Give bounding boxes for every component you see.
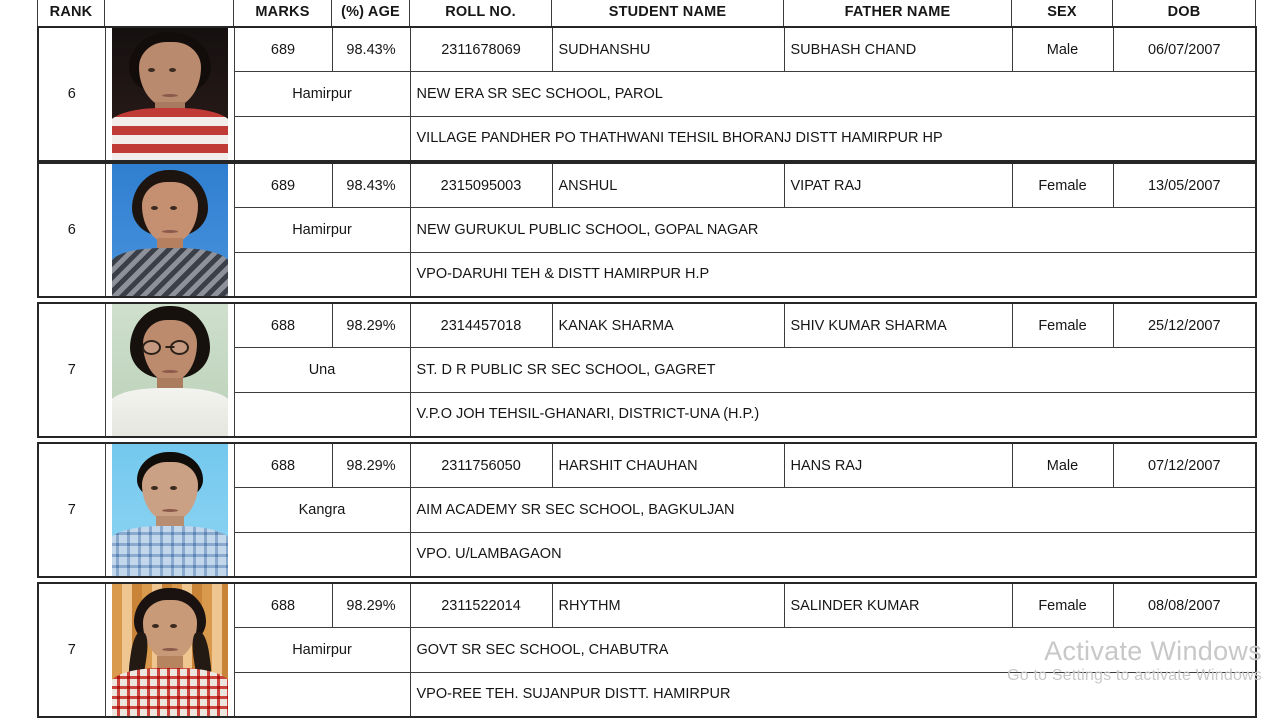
roll-no-value: 2311678069: [410, 27, 552, 72]
rank-value: 6: [38, 163, 105, 297]
column-header-student-name: STUDENT NAME: [552, 0, 784, 27]
roll-no-value: 2311756050: [410, 443, 552, 488]
student-photo: [105, 443, 234, 577]
student-name-value: ANSHUL: [552, 163, 784, 208]
father-name-value: SALINDER KUMAR: [784, 583, 1012, 628]
sex-value: Female: [1012, 303, 1113, 348]
district-value: Hamirpur: [234, 72, 410, 117]
sex-value: Female: [1012, 583, 1113, 628]
school-value: ST. D R PUBLIC SR SEC SCHOOL, GAGRET: [410, 348, 1256, 393]
roll-no-value: 2315095003: [410, 163, 552, 208]
school-value: GOVT SR SEC SCHOOL, CHABUTRA: [410, 628, 1256, 673]
table-row[interactable]: [37, 162, 1257, 298]
address-value: V.P.O JOH TEHSIL-GHANARI, DISTRICT-UNA (H.P.): [410, 392, 1256, 437]
student-name-value: SUDHANSHU: [552, 27, 784, 72]
dob-value: 13/05/2007: [1113, 163, 1256, 208]
student-photo: [105, 27, 234, 161]
age-value: 98.43%: [332, 163, 410, 208]
address-value: VPO-REE TEH. SUJANPUR DISTT. HAMIRPUR: [410, 672, 1256, 717]
dob-value: 07/12/2007: [1113, 443, 1256, 488]
district-value: Hamirpur: [234, 208, 410, 253]
spacer-cell: [234, 532, 410, 577]
roll-no-value: 2314457018: [410, 303, 552, 348]
dob-value: 08/08/2007: [1113, 583, 1256, 628]
roll-no-value: 2311522014: [410, 583, 552, 628]
marks-value: 689: [234, 163, 332, 208]
father-name-value: SUBHASH CHAND: [784, 27, 1012, 72]
district-value: Kangra: [234, 488, 410, 533]
column-header-dob: DOB: [1113, 0, 1256, 27]
column-header-marks: MARKS: [234, 0, 332, 27]
marks-value: 688: [234, 303, 332, 348]
address-value: VILLAGE PANDHER PO THATHWANI TEHSIL BHORANJ DISTT HAMIRPUR HP: [410, 116, 1256, 161]
marks-value: 688: [234, 443, 332, 488]
father-name-value: HANS RAJ: [784, 443, 1012, 488]
student-photo: [105, 163, 234, 297]
address-value: VPO. U/LAMBAGAON: [410, 532, 1256, 577]
school-value: NEW GURUKUL PUBLIC SCHOOL, GOPAL NAGAR: [410, 208, 1256, 253]
student-name-value: RHYTHM: [552, 583, 784, 628]
spacer-cell: [234, 672, 410, 717]
age-value: 98.43%: [332, 27, 410, 72]
father-name-value: SHIV KUMAR SHARMA: [784, 303, 1012, 348]
address-value: VPO-DARUHI TEH & DISTT HAMIRPUR H.P: [410, 252, 1256, 297]
sex-value: Male: [1012, 443, 1113, 488]
student-name-value: KANAK SHARMA: [552, 303, 784, 348]
spacer-cell: [234, 252, 410, 297]
watermark-subtitle: Go to Settings to activate Windows: [1007, 667, 1262, 685]
student-name-value: HARSHIT CHAUHAN: [552, 443, 784, 488]
sex-value: Female: [1012, 163, 1113, 208]
column-header-rank: RANK: [38, 0, 105, 27]
district-value: Una: [234, 348, 410, 393]
age-value: 98.29%: [332, 583, 410, 628]
table-row[interactable]: [37, 26, 1257, 162]
header-row: [38, 0, 1256, 27]
column-header-photo: [105, 0, 234, 27]
marks-value: 688: [234, 583, 332, 628]
dob-value: 06/07/2007: [1113, 27, 1256, 72]
dob-value: 25/12/2007: [1113, 303, 1256, 348]
sex-value: Male: [1012, 27, 1113, 72]
spacer-cell: [234, 116, 410, 161]
column-header-father-name: FATHER NAME: [784, 0, 1012, 27]
district-value: Hamirpur: [234, 628, 410, 673]
spacer-cell: [234, 392, 410, 437]
table-row[interactable]: [37, 442, 1257, 578]
table-header: [37, 0, 1256, 27]
table-row[interactable]: [37, 302, 1257, 438]
age-value: 98.29%: [332, 303, 410, 348]
column-header-roll-no: ROLL NO.: [410, 0, 552, 27]
rank-value: 7: [38, 443, 105, 577]
school-value: AIM ACADEMY SR SEC SCHOOL, BAGKULJAN: [410, 488, 1256, 533]
marks-value: 689: [234, 27, 332, 72]
rank-value: 7: [38, 583, 105, 717]
father-name-value: VIPAT RAJ: [784, 163, 1012, 208]
student-photo: [105, 303, 234, 437]
table-row[interactable]: [37, 582, 1257, 718]
watermark-title: Activate Windows: [1044, 636, 1262, 666]
student-photo: [105, 583, 234, 717]
rank-value: 7: [38, 303, 105, 437]
column-header-sex: SEX: [1012, 0, 1113, 27]
column-header-age: (%) AGE: [332, 0, 410, 27]
age-value: 98.29%: [332, 443, 410, 488]
school-value: NEW ERA SR SEC SCHOOL, PAROL: [410, 72, 1256, 117]
rank-value: 6: [38, 27, 105, 161]
